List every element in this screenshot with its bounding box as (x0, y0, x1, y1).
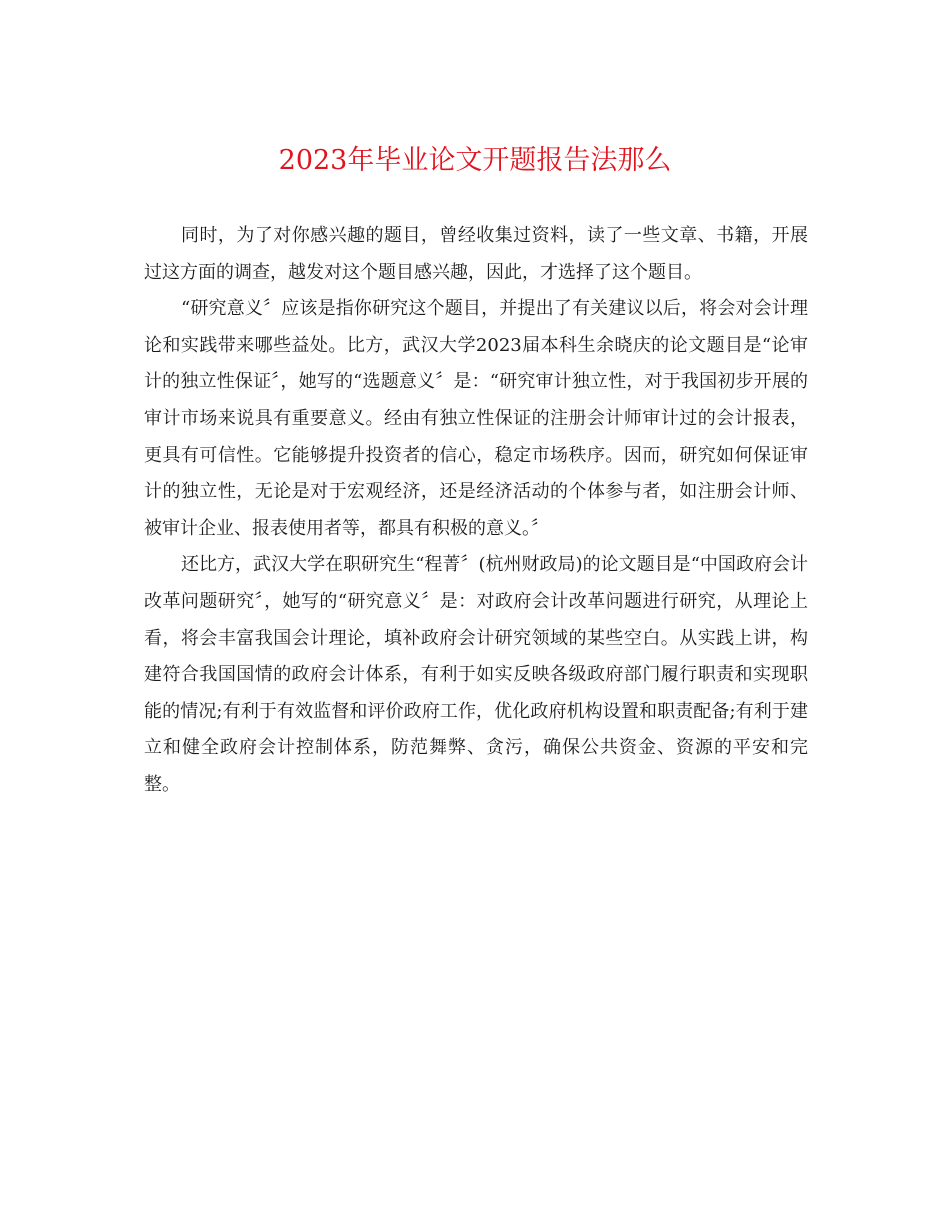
paragraph-2: “研究意义〞应该是指你研究这个题目，并提出了有关建议以后，将会对会计理论和实践带来哪些益处。比方，武汉大学2023届本科生余晓庆的论文题目是“论审计的独立性保证〞，她写的“选题意义〞是：“研究审计独立性，对于我国初步开展的审计市场来说具有重要意义。经由有独立性保证的注册会计师审计过的会计报表，更具有可信性。它能够提升投资者的信心，稳定市场秩序。因而，研究如何保证审计的独立性，无论是对于宏观经济，还是经济活动的个体参与者，如注册会计师、被审计企业、报表使用者等，都具有积极的意义。〞 (144, 298, 808, 539)
document-body (144, 218, 808, 804)
document-title: 2023年毕业论文开题报告法那么 (278, 145, 672, 176)
paragraph-3: 还比方，武汉大学在职研究生“程菁〞(杭州财政局)的论文题目是“中国政府会计改革问题研究〞，她写的“研究意义〞是：对政府会计改革问题进行研究，从理论上看，将会丰富我国会计理论，填补政府会计研究领域的某些空白。从实践上讲，构建符合我国国情的政府会计体系，有利于如实反映各级政府部门履行职责和实现职能的情况;有利于有效监督和评价政府工作，优化政府机构设置和职责配备;有利于建立和健全政府会计控制体系，防范舞弊、贪污，确保公共资金、资源的平安和完整。 (144, 554, 808, 795)
paragraph-1: 同时，为了对你感兴趣的题目，曾经收集过资料，读了一些文章、书籍，开展过这方面的调查，越发对这个题目感兴趣，因此，才选择了这个题目。 (144, 225, 808, 283)
